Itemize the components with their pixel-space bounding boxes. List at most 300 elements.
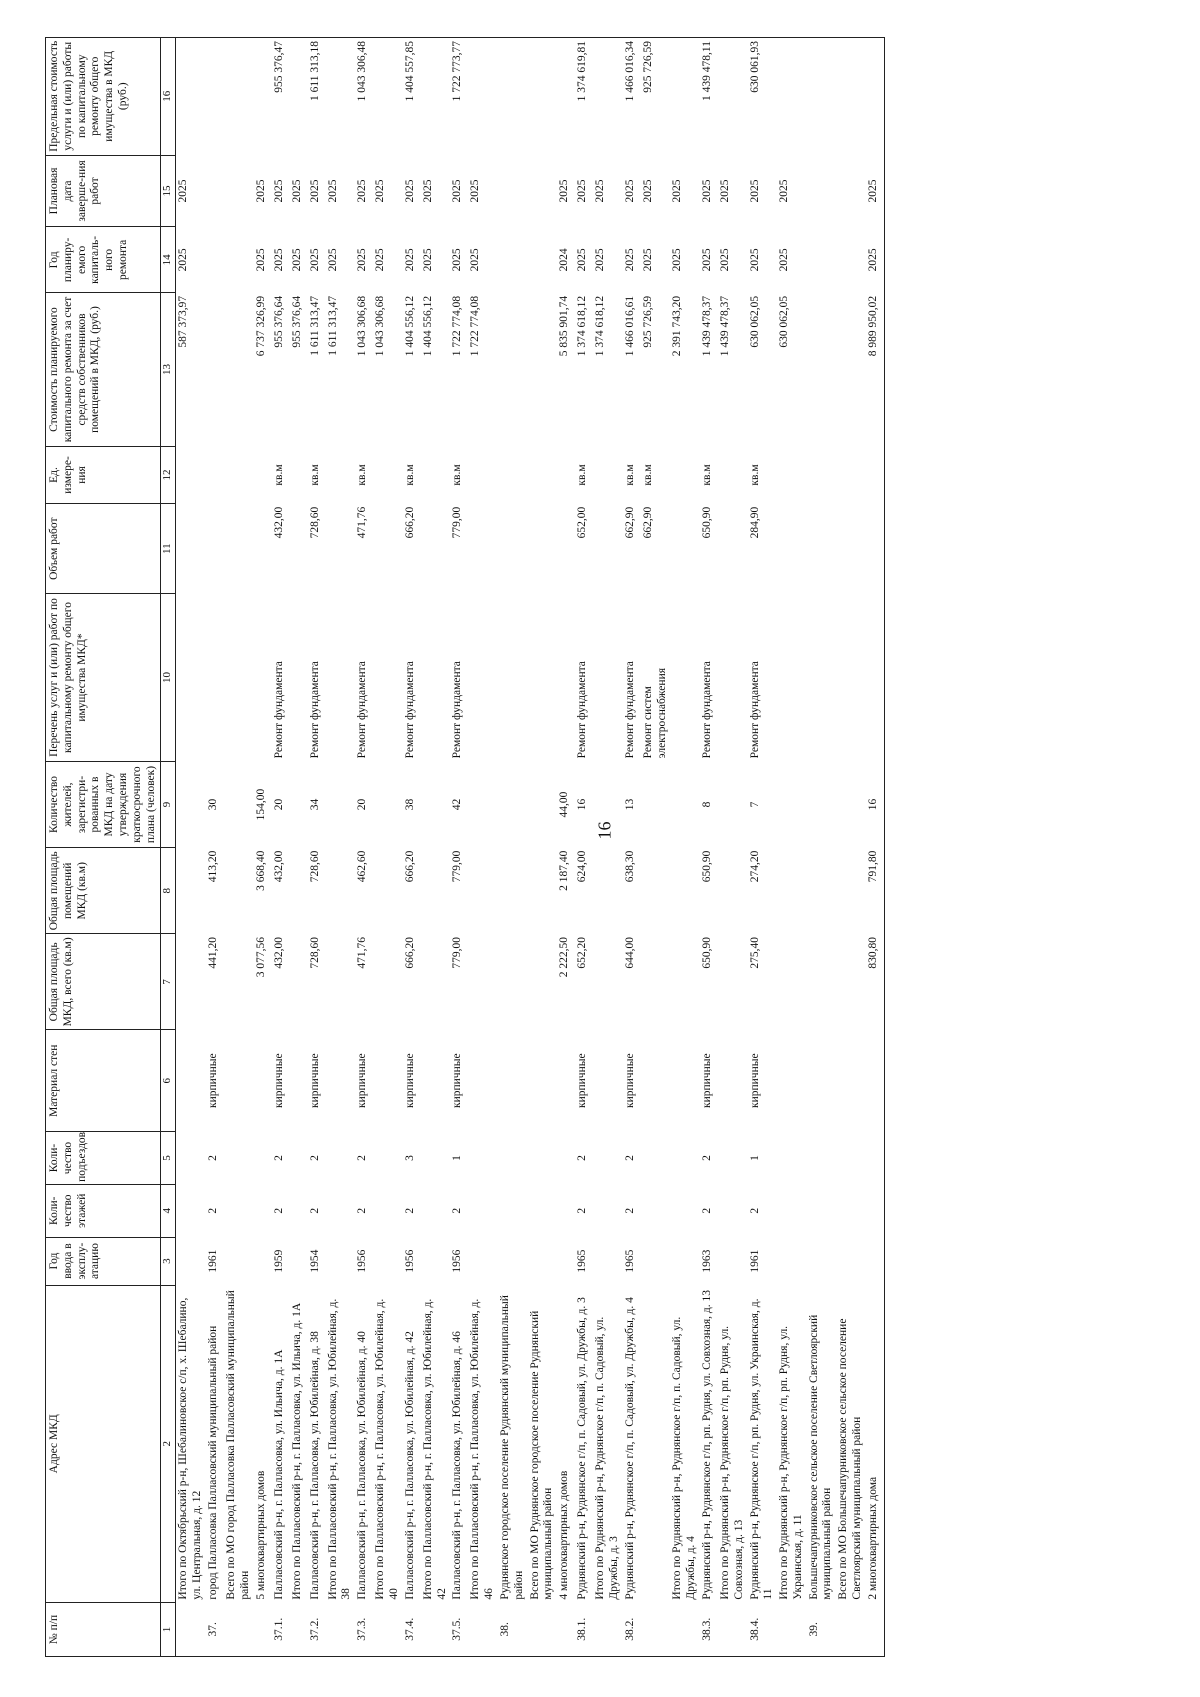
table-cell: 2025: [308, 179, 321, 203]
table-cell: [468, 934, 498, 1030]
table-cell: [498, 934, 528, 1030]
table-cell: 2025: [356, 179, 369, 203]
table-cell: [557, 1603, 575, 1657]
table-cell: [421, 446, 451, 504]
table-cell: [421, 1184, 451, 1237]
table-cell: [326, 761, 356, 847]
table-cell: 37.1.: [272, 1603, 290, 1657]
table-cell: [254, 1184, 272, 1237]
table-cell: [557, 446, 575, 504]
table-cell: [593, 504, 623, 594]
table-cell: 2025: [623, 248, 636, 272]
table-cell: 2025: [421, 248, 434, 272]
table-cell: [557, 1237, 575, 1285]
table-cell: [290, 504, 308, 594]
column-number: 8: [161, 848, 176, 934]
column-number: 10: [161, 594, 176, 762]
table-row: [290, 38, 308, 1657]
table-cell: [866, 504, 885, 594]
table-cell: [807, 155, 837, 227]
table-cell: 1 439 478,37: [718, 295, 731, 357]
table-cell: 1 404 556,12: [421, 295, 434, 357]
table-cell: [224, 504, 254, 594]
column-number: 13: [161, 293, 176, 446]
table-cell: [224, 1132, 254, 1185]
table-cell: [498, 848, 528, 934]
table-cell: [206, 227, 224, 293]
table-cell: 34: [308, 798, 321, 811]
table-cell: [373, 594, 403, 762]
table-cell: Всего по МО Руднянское городское поселение Руднянский муниципальный район: [528, 1310, 555, 1600]
table-cell: [528, 1030, 558, 1132]
table-cell: 624,00: [576, 850, 589, 883]
table-row: [421, 38, 451, 1657]
table-cell: кв.м: [700, 464, 713, 486]
table-cell: [224, 594, 254, 762]
table-cell: [593, 848, 623, 934]
table-cell: [468, 594, 498, 762]
table-cell: 2025: [748, 179, 761, 203]
table-cell: 44,00: [558, 791, 571, 818]
table-cell: [777, 1184, 807, 1237]
table-cell: [528, 227, 558, 293]
table-cell: 2025: [641, 248, 654, 272]
table-cell: Руднянский р-н, Руднянское г/п, рп. Рудня, ул. Украинская, д. 11: [748, 1298, 775, 1600]
table-cell: 284,90: [748, 506, 761, 539]
table-cell: 2 391 743,20: [671, 295, 684, 357]
table-cell: [528, 1603, 558, 1657]
table-cell: [836, 293, 866, 446]
table-cell: 38.4.: [748, 1603, 778, 1657]
table-cell: 4 многоквартирных домов: [558, 1470, 571, 1600]
table-cell: 5 многоквартирных домов: [254, 1470, 267, 1600]
table-cell: [807, 1132, 837, 1185]
table-cell: кирпичные: [356, 1053, 369, 1109]
table-row: [528, 38, 558, 1657]
table-cell: [290, 446, 308, 504]
table-cell: [290, 1132, 308, 1185]
table-cell: 2025: [290, 179, 303, 203]
table-cell: [326, 934, 356, 1030]
table-cell: 1 404 557,85: [403, 38, 421, 156]
table-cell: [593, 1603, 623, 1657]
table-cell: Итого по Палласовский р-н, г. Палласовка, ул. Юбилейная, д. 40: [374, 1298, 400, 1600]
table-cell: [176, 504, 206, 594]
table-cell: 2: [356, 1207, 369, 1214]
table-row: [308, 38, 326, 1657]
table-cell: [468, 1132, 498, 1185]
table-cell: [866, 1132, 885, 1185]
table-cell: [498, 446, 528, 504]
table-cell: [421, 848, 451, 934]
table-cell: [836, 1184, 866, 1237]
table-cell: Ремонт фундамента: [272, 661, 285, 759]
table-cell: Ремонт фундамента: [576, 661, 589, 759]
table-cell: Итого по Октябрьский р-н, Шебалиновское с/п, х. Шебалино, ул. Центральная, д. 12: [177, 1297, 204, 1600]
table-cell: [528, 1184, 558, 1237]
table-cell: кв.м: [641, 464, 654, 486]
column-number: 14: [161, 227, 176, 293]
table-row: [641, 38, 671, 1657]
table-cell: [807, 1030, 837, 1132]
table-cell: [807, 38, 837, 156]
table-row: [807, 38, 837, 1657]
table-cell: [468, 1603, 498, 1657]
table-cell: 1965: [623, 1249, 636, 1273]
table-cell: [498, 1030, 528, 1132]
table-cell: [498, 761, 528, 847]
table-cell: 37.2.: [308, 1603, 326, 1657]
table-cell: 2: [206, 1207, 219, 1214]
table-cell: Ремонт фундамента: [748, 661, 761, 759]
table-cell: 2: [451, 1207, 464, 1214]
table-cell: 2 187,40: [558, 850, 571, 891]
table-cell: [176, 1132, 206, 1185]
table-cell: 37.: [206, 1603, 224, 1657]
table-cell: 955 376,64: [290, 295, 303, 348]
table-cell: 2025: [254, 179, 267, 203]
table-cell: [373, 1132, 403, 1185]
table-cell: [224, 1030, 254, 1132]
table-cell: [777, 1237, 807, 1285]
table-cell: [836, 1030, 866, 1132]
table-cell: 2025: [451, 248, 464, 272]
table-cell: 16: [576, 798, 589, 811]
table-row: [176, 38, 206, 1657]
table-cell: [254, 446, 272, 504]
table-cell: 38.: [498, 1603, 528, 1657]
table-cell: [557, 1184, 575, 1237]
table-cell: 154,00: [254, 788, 267, 821]
table-cell: [421, 1237, 451, 1285]
table-cell: [326, 1603, 356, 1657]
table-cell: 2: [623, 1155, 636, 1161]
table-cell: город Палласовка Палласовский муниципальный район: [206, 1325, 219, 1600]
table-cell: [777, 446, 807, 504]
table-cell: [468, 38, 498, 156]
table-cell: 630 062,05: [748, 295, 761, 348]
table-cell: Палласовский р-н, г. Палласовка, ул. Юбилейная, д. 42: [403, 1331, 416, 1600]
table-cell: кирпичные: [748, 1053, 761, 1109]
table-row: [777, 38, 807, 1657]
column-number: 16: [161, 38, 176, 156]
table-cell: Большечапурниковское сельское поселение Светлоярский муниципальный район: [807, 1314, 834, 1600]
table-cell: 1 404 556,12: [403, 295, 416, 357]
table-row: [468, 38, 498, 1657]
column-number: 11: [161, 504, 176, 594]
table-cell: [468, 1237, 498, 1285]
table-cell: 2025: [421, 179, 434, 203]
table-cell: [557, 1030, 575, 1132]
table-cell: [290, 1237, 308, 1285]
table-cell: Итого по Руднянский р-н, Руднянское г/п, п. Садовый, ул. Дружбы, д. 3: [594, 1316, 620, 1600]
table-cell: [528, 504, 558, 594]
table-cell: 2025: [356, 248, 369, 272]
header-cell: Перечень услуг и (или) работ по капитальному ремонту общего имущества МКД*: [46, 594, 161, 762]
table-cell: [290, 1030, 308, 1132]
table-cell: [206, 155, 224, 227]
table-cell: [777, 1603, 807, 1657]
table-cell: Итого по Руднянский р-н, Руднянское г/п, рп. Рудня, ул. Совхозная, д. 13: [718, 1325, 745, 1600]
table-cell: Ремонт фундамента: [356, 661, 369, 759]
table-cell: 1 374 619,81: [575, 38, 593, 156]
table-cell: 2025: [671, 179, 684, 203]
table-cell: [373, 1603, 403, 1657]
table-cell: [224, 848, 254, 934]
table-cell: [254, 1603, 272, 1657]
table-cell: [807, 1237, 837, 1285]
table-cell: 13: [623, 798, 636, 811]
table-cell: [176, 1603, 206, 1657]
column-number: 5: [161, 1132, 176, 1185]
table-cell: [224, 761, 254, 847]
table-cell: 666,20: [403, 936, 416, 969]
table-cell: 1965: [576, 1249, 589, 1273]
table-cell: 2025: [576, 248, 589, 272]
table-cell: [498, 293, 528, 446]
table-cell: [224, 38, 254, 156]
table-cell: [373, 934, 403, 1030]
table-cell: [290, 1603, 308, 1657]
table-cell: [373, 504, 403, 594]
table-cell: [836, 934, 866, 1030]
table-cell: [326, 1132, 356, 1185]
table-cell: [326, 504, 356, 594]
header-cell: № п/п: [46, 1603, 161, 1657]
table-cell: [373, 38, 403, 156]
header-cell: Коли-чество подъездов: [46, 1132, 161, 1185]
table-cell: 1 466 016,34: [623, 38, 641, 156]
table-cell: [718, 446, 748, 504]
table-cell: [641, 1132, 671, 1185]
table-cell: Итого по Руднянский р-н, Руднянское г/п, рп. Рудня, ул. Украинская, д. 11: [778, 1325, 804, 1600]
table-cell: [866, 1184, 885, 1237]
table-cell: [807, 761, 837, 847]
table-cell: [557, 38, 575, 156]
table-cell: [528, 594, 558, 762]
header-cell: Коли-чество этажей: [46, 1184, 161, 1237]
table-cell: 2: [748, 1207, 761, 1214]
table-cell: кирпичные: [576, 1053, 589, 1109]
table-cell: [528, 155, 558, 227]
table-cell: [468, 848, 498, 934]
table-row: [748, 38, 778, 1657]
table-cell: [528, 1237, 558, 1285]
table-cell: 791,80: [866, 848, 885, 934]
column-number: 7: [161, 934, 176, 1030]
table-cell: 728,60: [308, 936, 321, 969]
table-cell: 638,30: [623, 850, 636, 883]
table-cell: 1 439 478,11: [700, 38, 718, 156]
table-cell: 652,00: [576, 506, 589, 539]
table-cell: [807, 446, 837, 504]
table-cell: [670, 594, 700, 762]
table-cell: 830,80: [866, 934, 885, 1030]
table-cell: [206, 504, 224, 594]
table-cell: Всего по МО город Палласовка Палласовский муниципальный район: [224, 1290, 251, 1600]
table-cell: [176, 1237, 206, 1285]
table-cell: [290, 38, 308, 156]
table-cell: [254, 38, 272, 156]
table-cell: 1: [451, 1155, 464, 1161]
table-cell: кирпичные: [451, 1053, 464, 1109]
table-cell: 37.3.: [355, 1603, 373, 1657]
table-cell: [866, 1030, 885, 1132]
table-cell: 1963: [700, 1249, 713, 1273]
table-cell: 2025: [866, 227, 885, 293]
table-row: [557, 38, 575, 1657]
table-cell: 955 376,64: [272, 295, 285, 348]
table-cell: [777, 1030, 807, 1132]
table-cell: [373, 1237, 403, 1285]
table-cell: [498, 1132, 528, 1185]
table-cell: Итого по Палласовский р-н, г. Палласовка, ул. Юбилейная, д. 38: [326, 1298, 353, 1600]
table-cell: [593, 38, 623, 156]
table-cell: [593, 934, 623, 1030]
table-cell: 38.1.: [575, 1603, 593, 1657]
table-cell: [807, 293, 837, 446]
table-cell: [593, 761, 623, 847]
table-cell: [254, 1132, 272, 1185]
table-cell: [866, 1237, 885, 1285]
table-cell: Палласовский р-н, г. Палласовка, ул. Юбилейная, д. 40: [356, 1331, 369, 1600]
table-cell: 2: [356, 1155, 369, 1161]
table-cell: 413,20: [206, 850, 219, 883]
table-cell: 2: [576, 1207, 589, 1214]
table-cell: [326, 1030, 356, 1132]
table-cell: 8: [700, 801, 713, 808]
header-row: [46, 38, 161, 1657]
table-cell: [176, 38, 206, 156]
table-cell: 38: [403, 798, 416, 811]
table-cell: [224, 155, 254, 227]
table-cell: 630 061,93: [748, 38, 778, 156]
table-row: [670, 38, 700, 1657]
table-cell: [641, 1184, 671, 1237]
table-cell: [836, 504, 866, 594]
page-number: 16: [594, 821, 615, 840]
column-number: 6: [161, 1030, 176, 1132]
table-cell: [670, 1030, 700, 1132]
table-cell: [836, 155, 866, 227]
table-cell: Ремонт систем электроснабжения: [641, 667, 668, 759]
table-cell: 2025: [290, 248, 303, 272]
header-cell: Общая площадь МКД, всего (кв.м): [46, 934, 161, 1030]
table-cell: [254, 594, 272, 762]
table-cell: [807, 848, 837, 934]
table-cell: [670, 38, 700, 156]
table-cell: 2025: [641, 179, 654, 203]
table-body: [176, 38, 885, 1657]
table-cell: 38.3.: [700, 1603, 718, 1657]
column-number: 15: [161, 155, 176, 227]
table-cell: 2025: [594, 248, 607, 272]
table-cell: [557, 594, 575, 762]
table-row: [355, 38, 373, 1657]
table-cell: 38.2.: [623, 1603, 641, 1657]
table-cell: 2: [403, 1207, 416, 1214]
table-cell: 1 043 306,68: [374, 295, 387, 357]
table-cell: 275,40: [748, 936, 761, 969]
header-cell: Общая площадь помещений МКД (кв.м): [46, 848, 161, 934]
table-cell: 1954: [308, 1249, 321, 1273]
table-cell: 2025: [623, 179, 636, 203]
table-cell: [468, 446, 498, 504]
table-cell: Палласовский р-н, г. Палласовка, ул. Юбилейная, д. 38: [308, 1331, 321, 1600]
table-cell: [670, 848, 700, 934]
table-cell: [176, 594, 206, 762]
table-cell: кв.м: [308, 464, 321, 486]
table-cell: 3 668,40: [254, 850, 267, 891]
table-cell: [498, 38, 528, 156]
table-cell: 1956: [356, 1249, 369, 1273]
table-cell: 1 722 773,77: [450, 38, 468, 156]
table-cell: [498, 594, 528, 762]
table-cell: [807, 504, 837, 594]
table-cell: 2025: [374, 179, 387, 203]
table-cell: 471,76: [356, 936, 369, 969]
table-cell: Руднянский р-н, Руднянское г/п, п. Садовый, ул. Дружбы, д. 3: [576, 1297, 589, 1600]
table-cell: [290, 848, 308, 934]
table-cell: [807, 1184, 837, 1237]
table-cell: 471,76: [356, 506, 369, 539]
table-cell: 1 611 313,47: [308, 295, 321, 356]
table-cell: 432,00: [272, 506, 285, 539]
table-cell: 2025: [326, 248, 339, 272]
table-cell: [224, 293, 254, 446]
table-cell: [498, 155, 528, 227]
table-cell: 1961: [748, 1249, 761, 1273]
table-cell: 2: [272, 1155, 285, 1161]
column-number-row: [161, 38, 176, 1657]
capital-repair-table: [45, 37, 885, 1657]
table-cell: 779,00: [451, 936, 464, 969]
header-cell: Стоимость планируемого капитального ремонта за счет средств собственников помещений в МКД, (руб.): [46, 293, 161, 446]
table-cell: [326, 1237, 356, 1285]
table-cell: [290, 1184, 308, 1237]
table-row: [718, 38, 748, 1657]
table-cell: кирпичные: [206, 1053, 219, 1109]
table-cell: Ремонт фундамента: [623, 661, 636, 759]
table-cell: [718, 848, 748, 934]
table-cell: [777, 594, 807, 762]
table-cell: 1 611 313,18: [308, 38, 326, 156]
table-cell: Итого по Палласовский р-н, г. Палласовка, ул. Юбилейная, д. 42: [421, 1298, 448, 1600]
table-cell: 1 439 478,37: [700, 295, 713, 357]
table-row: [272, 38, 290, 1657]
table-cell: [421, 1132, 451, 1185]
table-cell: [670, 504, 700, 594]
table-row: [700, 38, 718, 1657]
table-cell: [421, 1030, 451, 1132]
table-cell: [718, 1184, 748, 1237]
table-cell: 2025: [177, 248, 190, 272]
table-cell: 37.5.: [450, 1603, 468, 1657]
table-cell: 2025: [778, 179, 791, 203]
table-cell: [373, 1030, 403, 1132]
table-cell: [468, 1184, 498, 1237]
table-cell: 728,60: [308, 506, 321, 539]
header-cell: Предельная стоимость услуги и (или) работы по капитальному ремонту общего имущества в МКД (руб.): [46, 38, 161, 156]
table-cell: [290, 934, 308, 1030]
table-cell: [528, 1132, 558, 1185]
table-row: [403, 38, 421, 1657]
table-cell: [718, 934, 748, 1030]
table-cell: 630 062,05: [778, 295, 791, 348]
table-cell: 666,20: [403, 850, 416, 883]
table-cell: [176, 761, 206, 847]
table-cell: [718, 1132, 748, 1185]
